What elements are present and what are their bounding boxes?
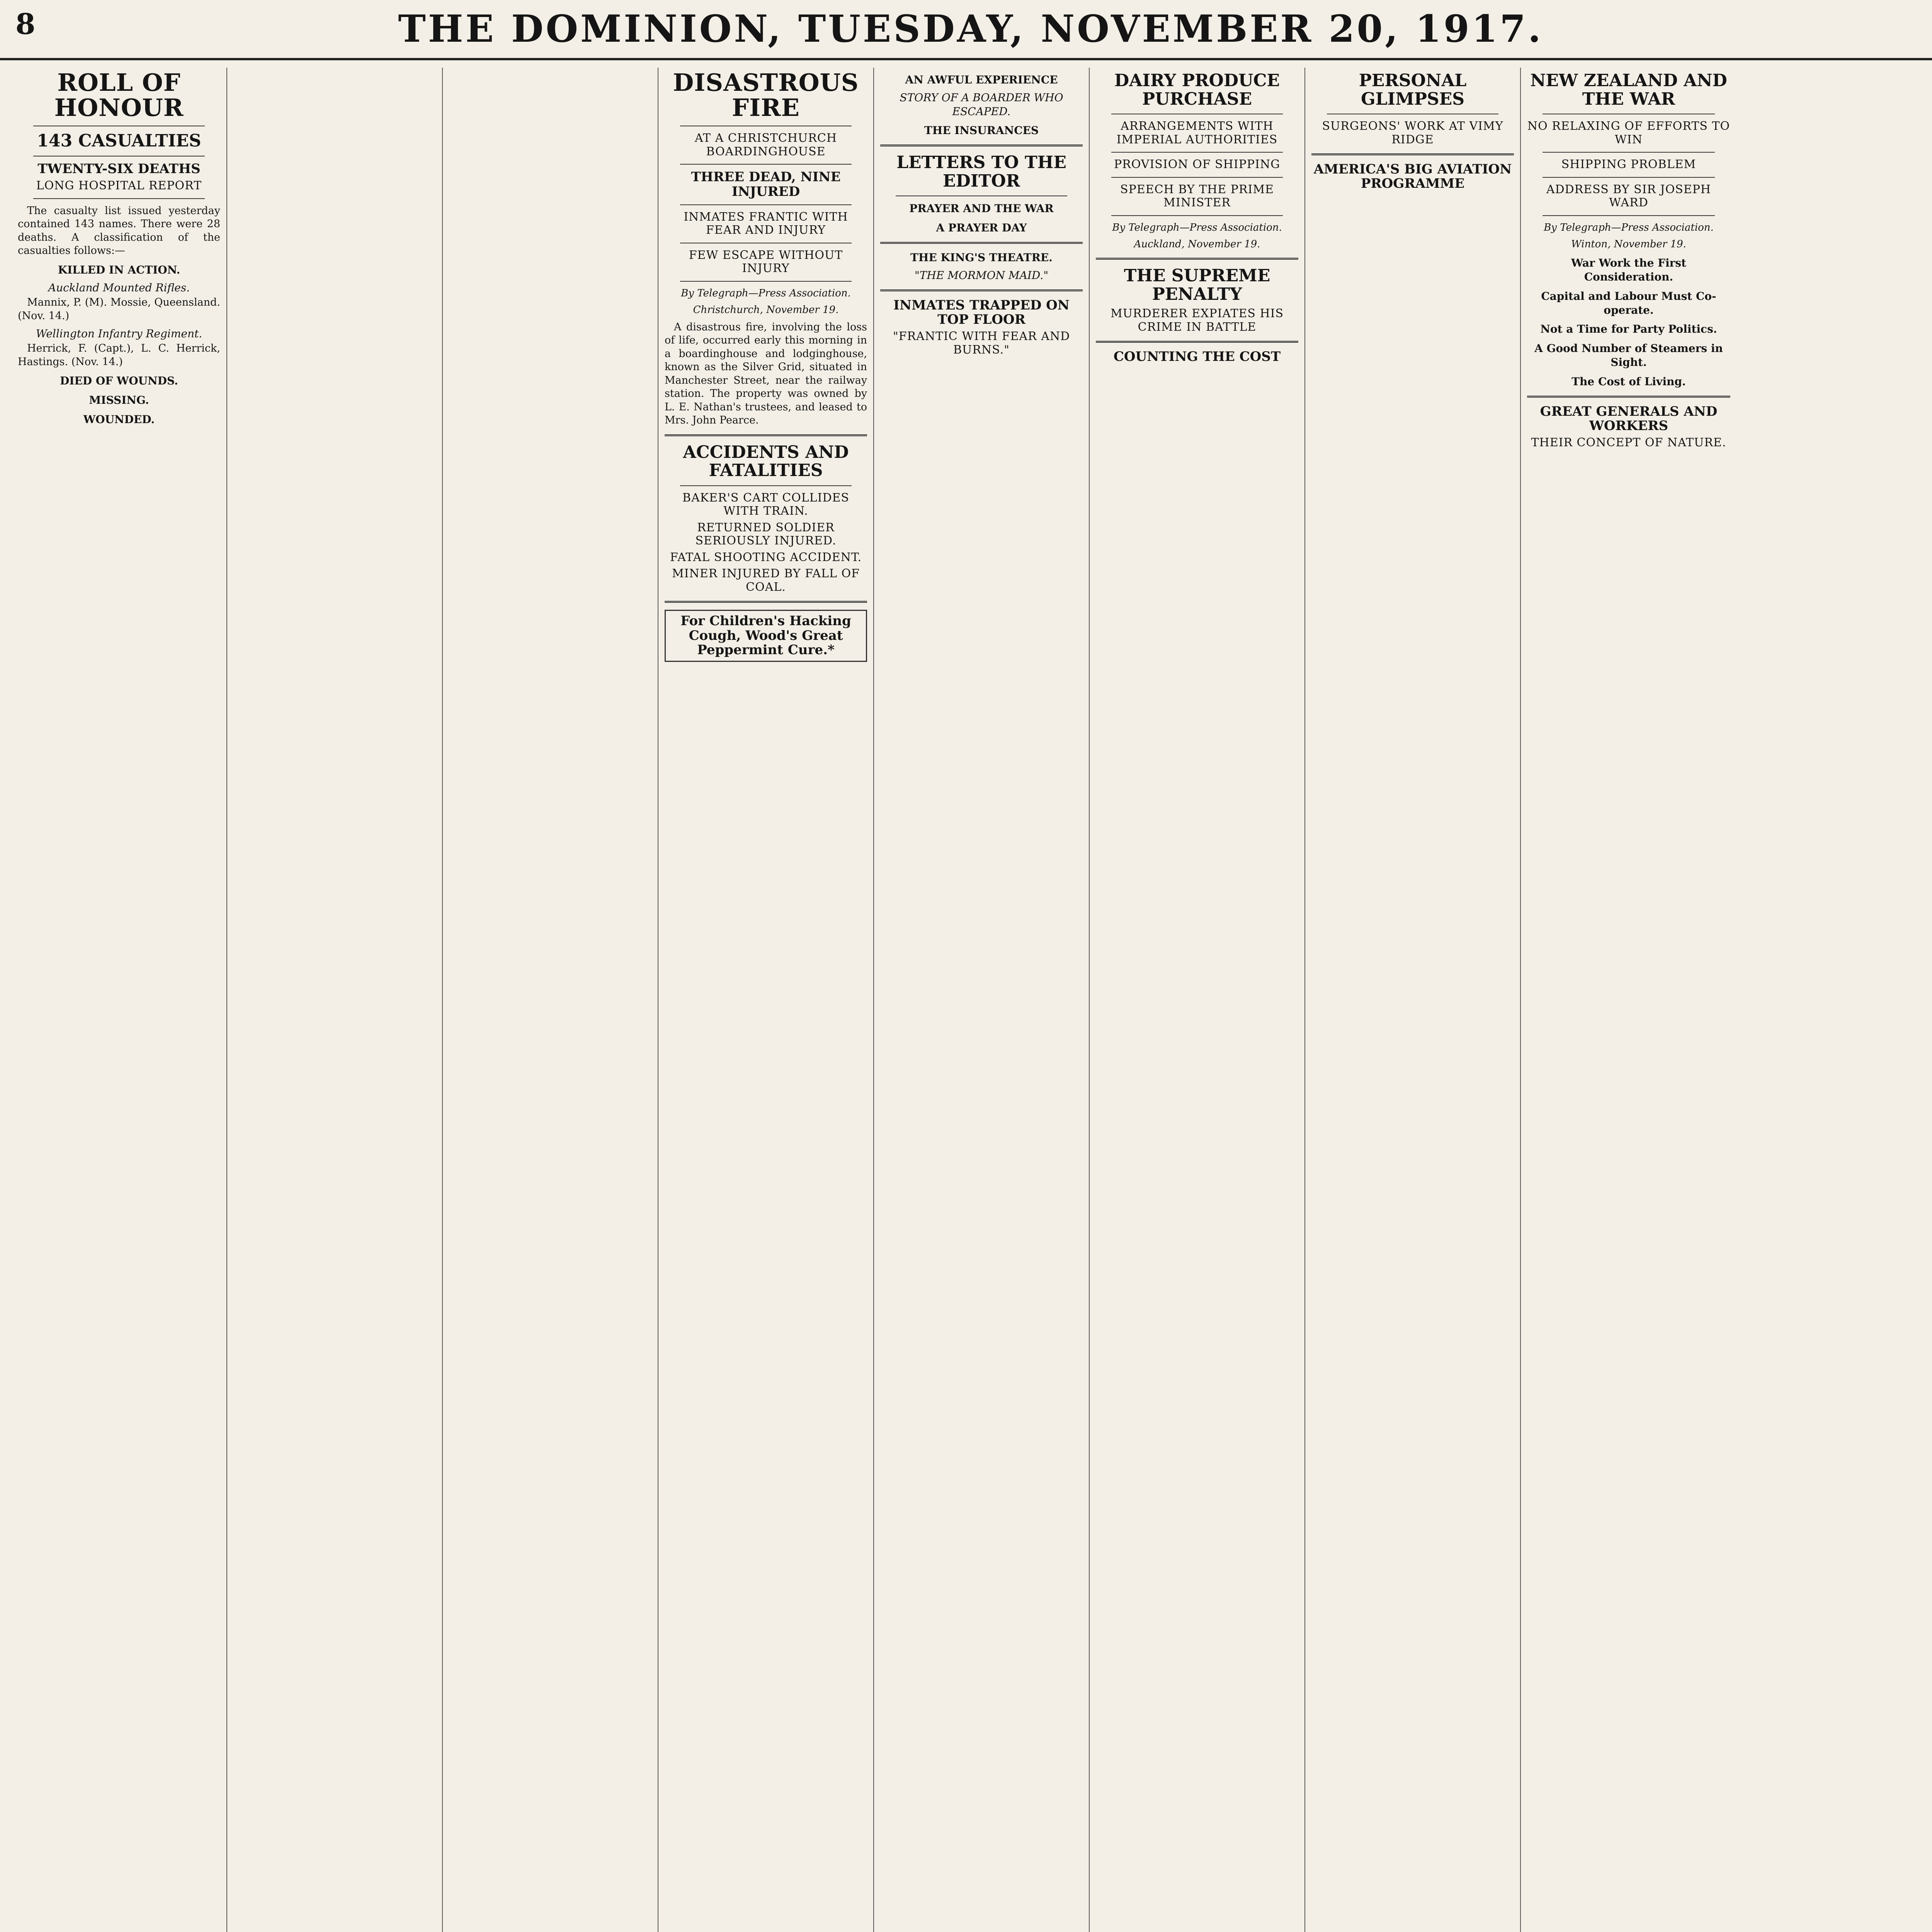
column-4: [658, 68, 874, 1932]
aviation-headline: AMERICA'S BIG AVIATION PROGRAMME: [1313, 162, 1512, 192]
casualty-entry: Mannix, P. (M). Mossie, Queensland. (Nov. 14.): [18, 296, 220, 322]
killed-in-action-heading: KILLED IN ACTION.: [58, 263, 180, 276]
wounded-heading: WOUNDED.: [83, 413, 155, 426]
column-5: [874, 68, 1090, 1932]
section-divider: [880, 242, 1083, 244]
nz-war-headline: NEW ZEALAND AND THE WAR: [1530, 71, 1727, 109]
trapped-subhead: INMATES TRAPPED ON TOP FLOOR: [893, 297, 1070, 328]
supreme-penalty-deck: MURDERER EXPIATES HIS CRIME IN BATTLE: [1110, 307, 1284, 334]
section-divider: [1311, 153, 1514, 155]
theatre-subhead-2: "THE MORMON MAID.": [914, 269, 1049, 282]
insurances-subhead: THE INSURANCES: [924, 124, 1039, 137]
generals-deck: THEIR CONCEPT OF NATURE.: [1531, 436, 1726, 450]
divider: [1543, 177, 1715, 178]
newspaper-title: THE DOMINION, TUESDAY, NOVEMBER 20, 1917.: [398, 7, 1543, 51]
accident-subhead: RETURNED SOLDIER SERIOUSLY INJURED.: [695, 520, 837, 548]
letter-title: PRAYER AND THE WAR: [909, 202, 1054, 215]
theatre-subhead: THE KING'S THEATRE.: [910, 251, 1053, 264]
personal-glimpses-headline: PERSONAL GLIMPSES: [1359, 71, 1467, 109]
accidents-headline: ACCIDENTS AND FATALITIES: [683, 442, 849, 481]
dateline: Auckland, November 19.: [1134, 238, 1260, 250]
generals-headline: GREAT GENERALS AND WORKERS: [1540, 403, 1718, 434]
section-divider: [880, 145, 1083, 146]
trapped-subhead-2: "FRANTIC WITH FEAR AND BURNS.": [893, 330, 1070, 357]
column-3: [443, 68, 658, 1932]
section-divider: [665, 601, 867, 603]
column-8: [1521, 68, 1736, 1932]
section-subhead: War Work the First Consideration.: [1571, 257, 1687, 283]
page-columns: [12, 68, 1928, 1932]
advertisement: For Children's Hacking Cough, Wood's Great Peppermint Cure.*: [665, 610, 867, 662]
letters-headline: LETTERS TO THE EDITOR: [896, 153, 1066, 191]
hospital-report-subhead: LONG HOSPITAL REPORT: [36, 179, 202, 193]
section-divider: [1527, 396, 1730, 398]
divider: [33, 198, 205, 199]
dairy-headline: DAIRY PRODUCE PURCHASE: [1114, 71, 1280, 109]
nz-war-deck-2: SHIPPING PROBLEM: [1561, 158, 1696, 172]
divider: [680, 485, 852, 486]
byline: By Telegraph—Press Association.: [1112, 221, 1282, 233]
column-1: [12, 68, 227, 1932]
unit-heading: Auckland Mounted Rifles.: [48, 281, 190, 294]
column-6: [1090, 68, 1305, 1932]
casualties-deck: 143 CASUALTIES: [37, 131, 201, 151]
column-2: [227, 68, 443, 1932]
fire-deck-3: INMATES FRANTIC WITH FEAR AND INJURY: [684, 210, 848, 237]
supreme-penalty-headline: THE SUPREME PENALTY: [1124, 266, 1270, 304]
section-divider: [1096, 258, 1298, 260]
divider: [1543, 152, 1715, 153]
story-subhead: AN AWFUL EXPERIENCE: [905, 73, 1058, 86]
section-divider: [1096, 341, 1298, 343]
dateline: Christchurch, November 19.: [693, 304, 839, 316]
section-subhead: Capital and Labour Must Co-operate.: [1541, 289, 1716, 316]
dairy-deck-3: SPEECH BY THE PRIME MINISTER: [1120, 182, 1274, 210]
accident-subhead: BAKER'S CART COLLIDES WITH TRAIN.: [682, 491, 849, 518]
fire-headline: DISASTROUS FIRE: [673, 68, 859, 122]
unit-heading: Wellington Infantry Regiment.: [36, 327, 202, 340]
letter-title: A PRAYER DAY: [936, 221, 1027, 235]
divider: [1111, 177, 1283, 178]
divider: [1111, 215, 1283, 216]
divider: [1543, 215, 1715, 216]
accident-subhead: MINER INJURED BY FALL OF COAL.: [672, 567, 860, 594]
deaths-subhead: TWENTY-SIX DEATHS: [37, 161, 201, 177]
fire-deck-1: AT A CHRISTCHURCH BOARDINGHOUSE: [695, 131, 837, 158]
page-number: 8: [15, 8, 36, 41]
section-divider: [880, 289, 1083, 291]
column-7: [1305, 68, 1521, 1932]
fire-deck-4: FEW ESCAPE WITHOUT INJURY: [689, 248, 843, 276]
byline: By Telegraph—Press Association.: [1544, 221, 1714, 233]
divider: [1111, 152, 1283, 153]
section-subhead: A Good Number of Steamers in Sight.: [1534, 342, 1723, 369]
fire-deck-2: THREE DEAD, NINE INJURED: [691, 169, 841, 199]
section-divider: [665, 434, 867, 436]
casualty-intro: The casualty list issued yesterday contained 143 names. There were 28 deaths. A classification of the casualties follows:—: [18, 204, 220, 257]
missing-heading: MISSING.: [89, 394, 149, 407]
divider: [680, 164, 852, 165]
byline: By Telegraph—Press Association.: [681, 287, 851, 299]
counting-cost-headline: COUNTING THE COST: [1113, 349, 1281, 365]
surgeons-deck: SURGEONS' WORK AT VIMY RIDGE: [1322, 119, 1503, 146]
masthead: [0, 0, 1932, 60]
story-subhead-2: STORY OF A BOARDER WHO ESCAPED.: [900, 91, 1063, 118]
section-subhead: Not a Time for Party Politics.: [1540, 323, 1717, 336]
accident-subhead: FATAL SHOOTING ACCIDENT.: [670, 550, 862, 564]
dairy-deck-1: ARRANGEMENTS WITH IMPERIAL AUTHORITIES: [1116, 119, 1278, 146]
died-of-wounds-heading: DIED OF WOUNDS.: [60, 374, 178, 388]
nz-war-deck-1: NO RELAXING OF EFFORTS TO WIN: [1527, 119, 1730, 146]
section-subhead: The Cost of Living.: [1571, 375, 1686, 388]
divider: [680, 204, 852, 205]
divider: [680, 281, 852, 282]
casualty-entry: Herrick, F. (Capt.), L. C. Herrick, Hastings. (Nov. 14.): [18, 342, 220, 368]
dateline: Winton, November 19.: [1571, 238, 1686, 250]
dairy-deck-2: PROVISION OF SHIPPING: [1114, 158, 1281, 172]
nz-war-deck-3: ADDRESS BY SIR JOSEPH WARD: [1546, 182, 1711, 210]
fire-lead-paragraph: A disastrous fire, involving the loss of life, occurred early this morning in a boardinghouse and lodginghouse, known as the Silver Grid, situated in Manchester Street, near the railway station. The property was owned by L. E. Nathan's trustees, and leased to Mrs. John Pearce.: [665, 321, 867, 427]
roll-of-honour-headline: ROLL OF HONOUR: [54, 68, 184, 122]
